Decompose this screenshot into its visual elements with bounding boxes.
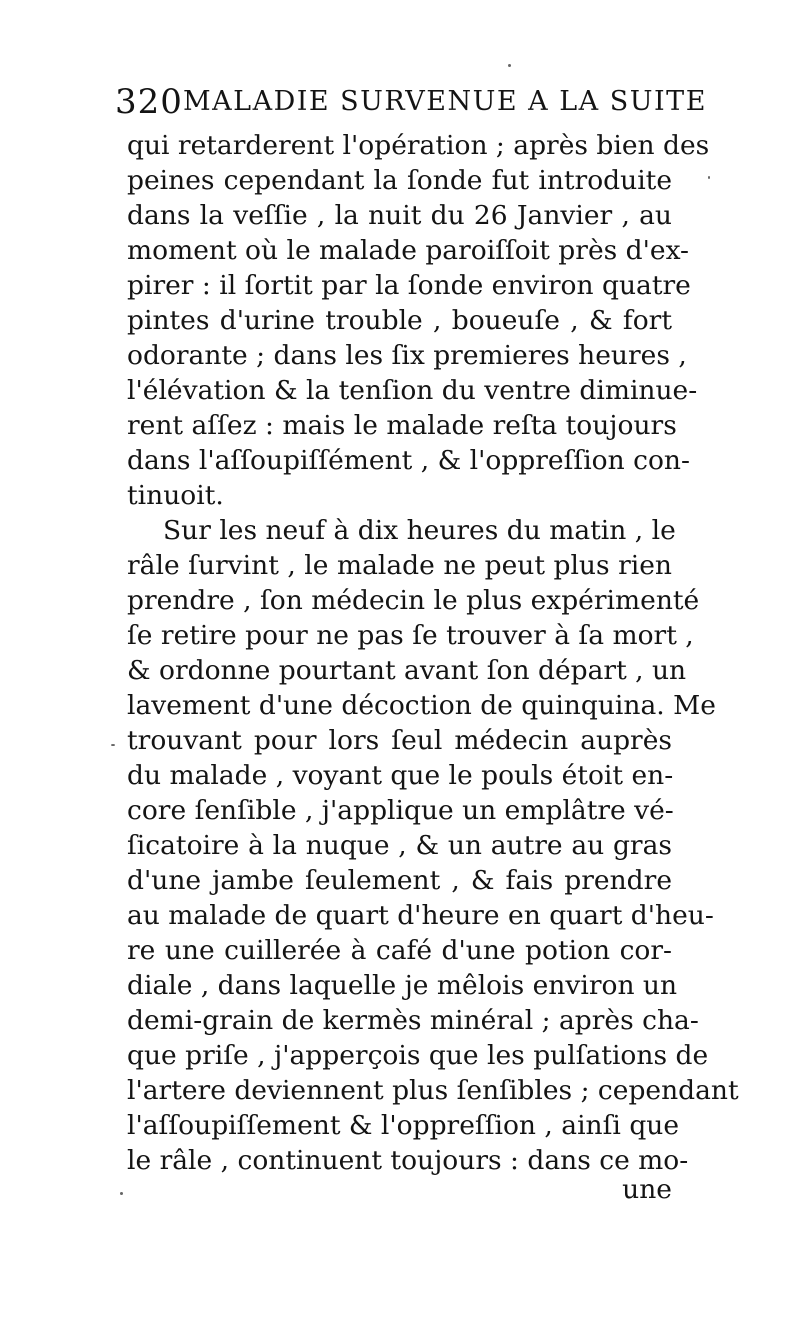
- text-line: odorante ; dans les ſix premieres heures ,: [127, 340, 687, 371]
- running-title: MALADIE SURVENUE A LA SUITE: [183, 86, 707, 117]
- text-line: au malade de quart d'heure en quart d'heu-: [127, 900, 714, 931]
- text-line: d'une jambe ſeulement , & fais prendre: [127, 865, 672, 896]
- text-line: l'artere deviennent plus ſenſibles ; cependant: [127, 1075, 739, 1106]
- text-line: & ordonne pourtant avant ſon départ , un: [127, 655, 687, 686]
- text-line: ſicatoire à la nuque , & un autre au gras: [127, 830, 672, 861]
- text-line: ſe retire pour ne pas ſe trouver à ſa mort ,: [127, 620, 694, 651]
- text-line: râle ſurvint , le malade ne peut plus rien: [127, 550, 672, 581]
- text-line: pintes d'urine trouble , boueuſe , & fort: [127, 305, 672, 336]
- catchword: une: [622, 1174, 672, 1205]
- text-line: pirer : il ſortit par la ſonde environ quatre: [127, 270, 691, 301]
- text-line: l'aſſoupiſſement & l'oppreſſion , ainſi que: [127, 1110, 680, 1141]
- text-line: dans la veſſie , la nuit du 26 Janvier , au: [127, 200, 672, 231]
- paper-speck: [120, 1192, 123, 1195]
- text-line: core ſenſible , j'applique un emplâtre vé-: [127, 795, 674, 826]
- text-line: re une cuillerée à café d'une potion cor-: [127, 935, 672, 966]
- paper-speck: [111, 744, 115, 746]
- running-head: [115, 80, 707, 124]
- text-line: prendre , ſon médecin le plus expérimenté: [127, 585, 700, 616]
- paper-speck: [708, 176, 710, 179]
- text-line: demi-grain de kermès minéral ; après cha-: [127, 1005, 699, 1036]
- paper-speck: [508, 64, 511, 67]
- text-line: du malade , voyant que le pouls étoit en-: [127, 760, 674, 791]
- text-line: que priſe , j'apperçois que les pulſations de: [127, 1040, 709, 1071]
- text-line: lavement d'une décoction de quinquina. Me: [127, 690, 716, 721]
- text-line: le râle , continuent toujours : dans ce mo-: [127, 1145, 689, 1176]
- paragraph-start-line: Sur les neuf à dix heures du matin , le: [163, 515, 676, 546]
- text-line: l'élévation & la tenſion du ventre diminue-: [127, 375, 698, 406]
- text-line: diale , dans laquelle je mêlois environ un: [127, 970, 678, 1001]
- text-line: moment où le malade paroiſſoit près d'ex-: [127, 235, 690, 266]
- text-line: tinuoit.: [127, 480, 224, 511]
- text-line: peines cependant la ſonde fut introduite: [127, 165, 672, 196]
- page-number: 320: [115, 82, 183, 122]
- text-line: rent aſſez : mais le malade reſta toujours: [127, 410, 677, 441]
- text-line: dans l'aſſoupiſſément , & l'oppreſſion con-: [127, 445, 690, 476]
- text-line: trouvant pour lors ſeul médecin auprès: [127, 725, 672, 756]
- text-line: qui retarderent l'opération ; après bien des: [127, 130, 710, 161]
